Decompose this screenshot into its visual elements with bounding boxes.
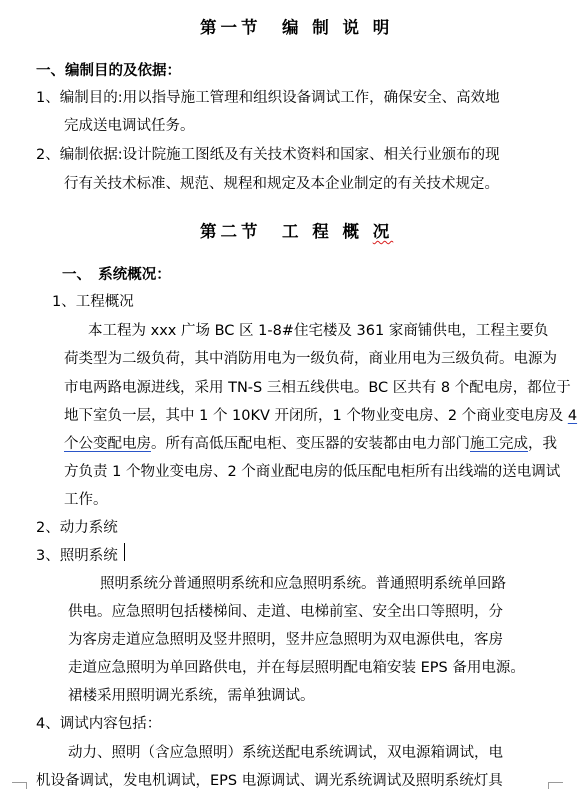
section-2-title	[200, 218, 393, 242]
text-cursor	[124, 543, 125, 561]
project-overview-line3: 市电两路电源进线，采用 TN-S 三相五线供电。BC 区共有 8 个配电房，都位于	[64, 380, 571, 396]
paragraph-purpose-line1: 1、编制目的:用以指导施工管理和组织设备调试工作，确保安全、高效地	[36, 90, 500, 106]
paragraph-purpose-line2: 完成送电调试任务。	[64, 118, 195, 134]
project-overview-line5-end: ，我	[528, 436, 557, 452]
section-2-title-main: 第二节 工 程 概	[200, 222, 373, 241]
construction-completed-text: 施工完成	[470, 436, 528, 452]
lighting-line1: 照明系统分普通照明系统和应急照明系统。普通照明系统单回路	[100, 576, 506, 592]
heading-purpose-basis: 一、编制目的及依据：	[36, 63, 181, 79]
commissioning-line2: 机设备调试，发电机调试，EPS 电源调试、调光系统调试及照明系统灯具	[36, 773, 503, 789]
project-overview-line5	[64, 432, 557, 453]
section-2-title-last-char: 况	[372, 222, 394, 241]
subheading-lighting-system: 3、照明系统	[36, 548, 118, 564]
lighting-line2: 供电。应急照明包括楼梯间、走道、电梯前室、安全出口等照明，分	[68, 604, 503, 620]
commissioning-line1: 动力、照明（含应急照明）系统送配电系统调试，双电源箱调试，电	[68, 745, 503, 761]
public-substation-text: 个公变配电房	[64, 436, 151, 452]
paragraph-basis-line1: 2、编制依据:设计院施工图纸及有关技术资料和国家、相关行业颁布的现	[36, 147, 500, 163]
project-overview-line7: 工作。	[64, 492, 108, 508]
lighting-line3: 为客房走道应急照明及竖井照明，竖井应急照明为双电源供电，客房	[68, 632, 503, 648]
project-overview-line4-number: 4	[567, 408, 578, 424]
page-margin-mark-left	[12, 782, 27, 789]
subheading-power-system: 2、动力系统	[36, 520, 118, 536]
project-overview-line5-mid: 。所有高低压配电柜、变压器的安装都由电力部门	[151, 436, 470, 452]
project-overview-line2: 荷类型为二级负荷，其中消防用电为一级负荷，商业用电为三级负荷。电源为	[64, 351, 557, 367]
project-overview-line6: 方负责 1 个物业变电房、2 个商业配电房的低压配电柜所有出线端的送电调试	[64, 464, 561, 480]
lighting-line5: 裙楼采用照明调光系统，需单独调试。	[68, 688, 315, 704]
project-overview-line4-text: 地下室负一层，其中 1 个 10KV 开闭所，1 个物业变电房、2 个商业变电房及	[64, 408, 568, 424]
project-overview-line4	[64, 404, 577, 425]
subheading-project-overview: 1、工程概况	[52, 294, 134, 310]
heading-system-overview: 一、 系统概况：	[62, 267, 171, 283]
lighting-line4: 走道应急照明为单回路供电，并在每层照明配电箱安装 EPS 备用电源。	[68, 660, 525, 676]
section-1-title: 第一节 编 制 说 明	[200, 18, 394, 37]
page-margin-mark-right	[548, 782, 563, 789]
project-overview-line1: 本工程为 xxx 广场 BC 区 1-8#住宅楼及 361 家商铺供电，工程主要负	[88, 323, 549, 339]
paragraph-basis-line2: 行有关技术标准、规范、规程和规定及本企业制定的有关技术规定。	[64, 176, 499, 192]
subheading-commissioning-content: 4、调试内容包括：	[36, 716, 162, 732]
